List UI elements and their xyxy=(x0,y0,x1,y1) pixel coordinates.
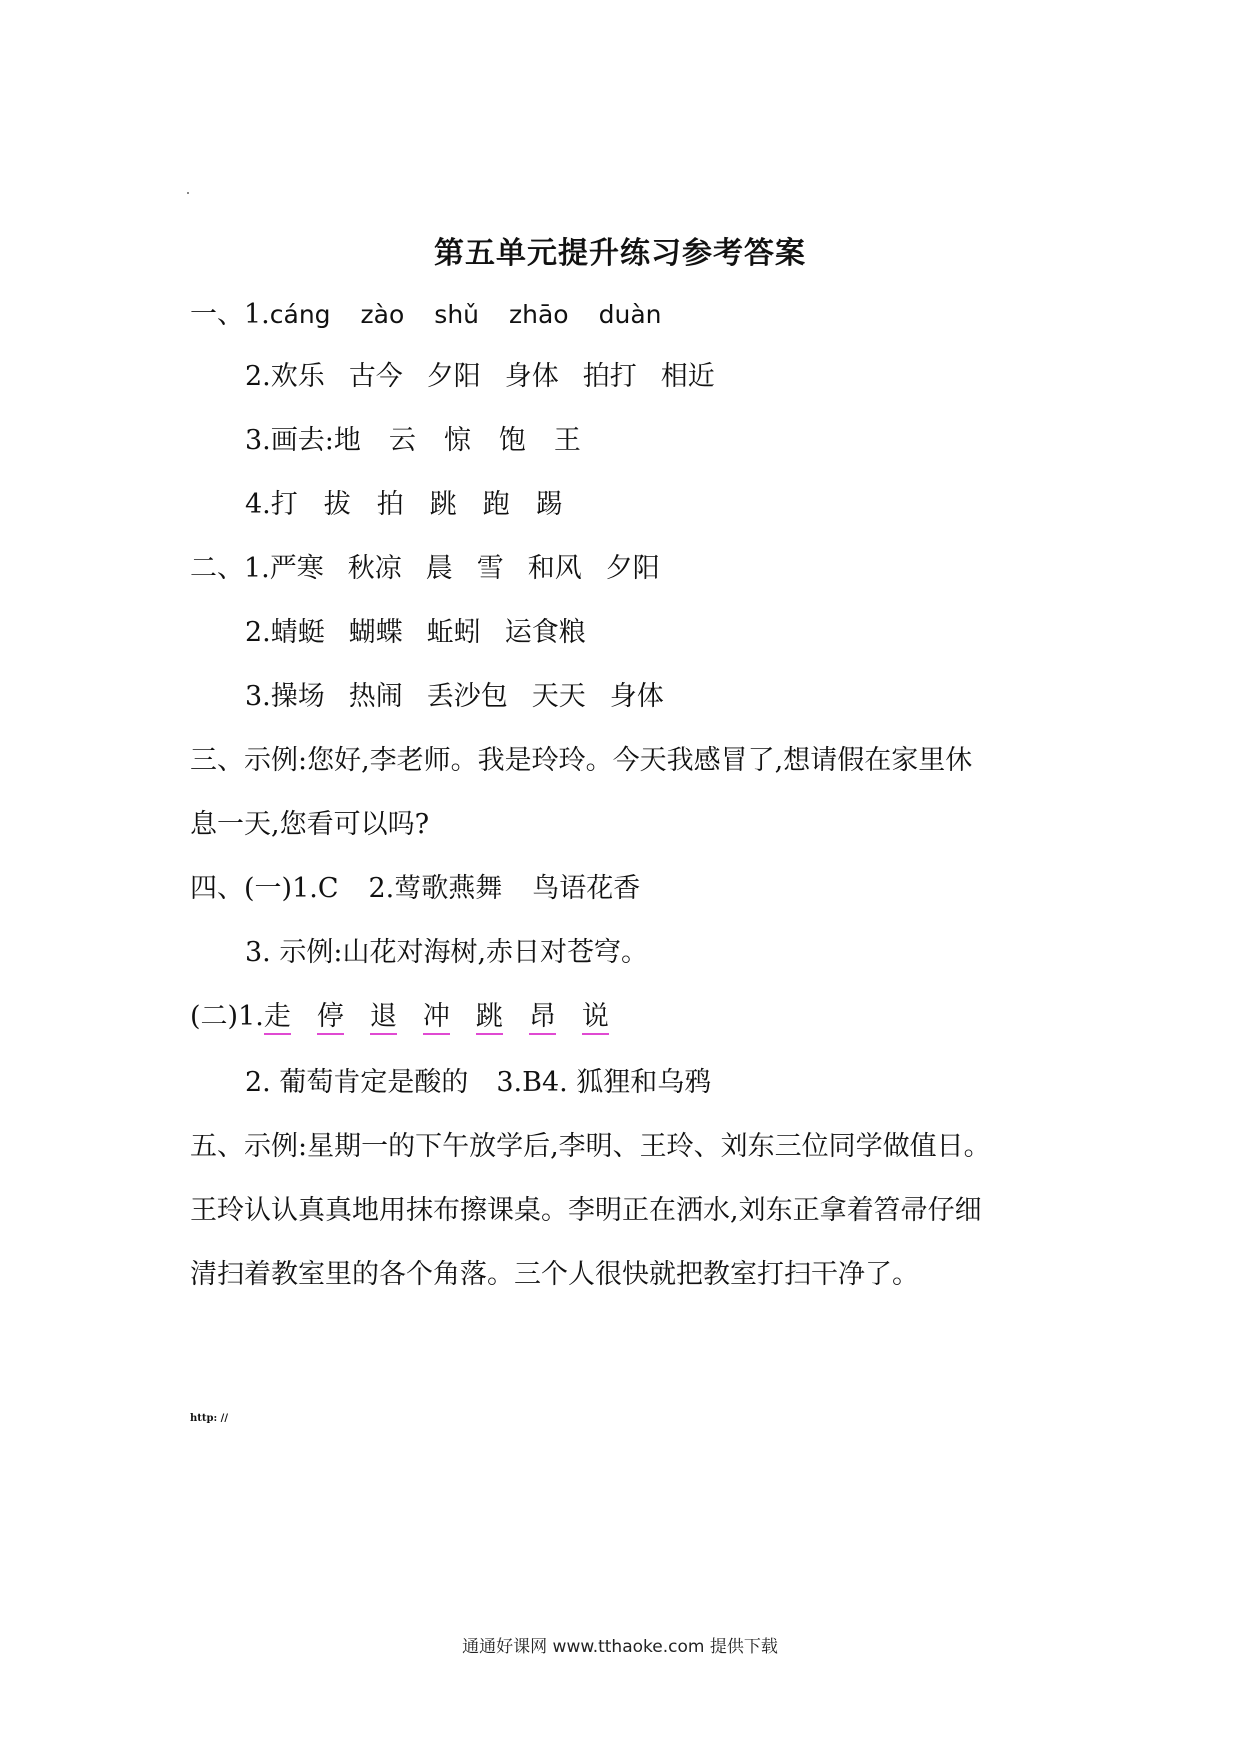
word-list xyxy=(361,425,581,456)
section-1-line-1 xyxy=(190,298,662,332)
answer-word: shǔ xyxy=(434,300,480,329)
answer-word: 相近 xyxy=(660,361,715,392)
underlined-answer-word: 说 xyxy=(582,1002,609,1035)
answer-word: 拔 xyxy=(323,489,351,520)
underlined-answer-word: 停 xyxy=(317,1002,344,1035)
answer-word: 晨 xyxy=(425,553,453,584)
word-list xyxy=(270,553,660,584)
section-2-line-3 xyxy=(245,680,664,714)
answer-text: 四、(一)1.C xyxy=(190,873,339,904)
answer-word: 天天 xyxy=(531,681,586,712)
word-list xyxy=(271,361,715,392)
answer-word: 和风 xyxy=(527,553,582,584)
question-label: 2. xyxy=(245,361,271,392)
word-list xyxy=(271,681,664,712)
answer-text: 2.莺歌燕舞 xyxy=(368,873,503,904)
section-4-line-2: 3. 示例:山花对海树,赤日对苍穹。 xyxy=(245,937,649,968)
question-label: 3. xyxy=(245,425,271,456)
underlined-answer-word: 昂 xyxy=(529,1002,556,1035)
answer-word: 打 xyxy=(270,489,298,520)
answer-word: 身体 xyxy=(504,361,559,392)
answer-word: 惊 xyxy=(443,425,471,456)
answer-word: 跳 xyxy=(429,489,457,520)
answer-word: 云 xyxy=(388,425,416,456)
underlined-answer-word: 走 xyxy=(264,1002,291,1035)
section-2-line-2 xyxy=(245,616,586,650)
section-1-line-2 xyxy=(245,360,715,394)
section-3-line-1: 三、示例:您好,李老师。我是玲玲。今天我感冒了,想请假在家里休 xyxy=(190,745,973,776)
answer-text: 2. 葡萄肯定是酸的 xyxy=(245,1067,469,1098)
answer-word: 丢沙包 xyxy=(426,681,508,712)
question-label: (二)1. xyxy=(190,1001,264,1032)
answer-word: duàn xyxy=(598,300,662,329)
answer-word: 身体 xyxy=(609,681,664,712)
answer-word: 踢 xyxy=(535,489,563,520)
answer-word: 蝴蝶 xyxy=(348,617,403,648)
answer-word: 雪 xyxy=(476,553,504,584)
answer-word: 蜻蜓 xyxy=(270,617,325,648)
pinyin-answers xyxy=(270,300,662,329)
answer-word: 跑 xyxy=(482,489,510,520)
section-4-line-3 xyxy=(190,1000,609,1035)
section-5-line-3: 清扫着教室里的各个角落。三个人很快就把教室打扫干净了。 xyxy=(190,1259,919,1290)
question-prefix: 画去:地 xyxy=(270,425,361,456)
question-label: 2. xyxy=(245,617,271,648)
section-4-line-4 xyxy=(245,1066,711,1100)
underlined-answer-word: 跳 xyxy=(476,1002,503,1035)
answer-word: 严寒 xyxy=(269,553,324,584)
answer-text: 3.B4. 狐狸和乌鸦 xyxy=(496,1067,712,1098)
answer-word: 夕阳 xyxy=(605,553,660,584)
section-4-line-1 xyxy=(190,872,640,906)
scan-speck xyxy=(187,192,189,194)
answer-word: 欢乐 xyxy=(270,361,325,392)
answer-word: 夕阳 xyxy=(426,361,481,392)
answer-word: 饱 xyxy=(498,425,526,456)
underlined-word-list xyxy=(264,1001,609,1032)
answer-word: 拍 xyxy=(376,489,404,520)
question-label: 3. xyxy=(245,681,271,712)
answer-word: 操场 xyxy=(270,681,325,712)
answer-word: cáng xyxy=(269,300,331,329)
url-text: http: // xyxy=(190,1413,228,1424)
answer-word: 拍打 xyxy=(582,361,637,392)
section-1-label: 一、1. xyxy=(190,299,270,330)
answer-word: 古今 xyxy=(348,361,403,392)
answer-text: 鸟语花香 xyxy=(532,873,641,904)
section-5-line-1: 五、示例:星期一的下午放学后,李明、王玲、刘东三位同学做值日。 xyxy=(190,1131,991,1162)
section-5-line-2: 王玲认认真真地用抹布擦课桌。李明正在洒水,刘东正拿着笤帚仔细 xyxy=(190,1195,982,1226)
answer-word: 秋凉 xyxy=(347,553,402,584)
answer-word: zhāo xyxy=(509,300,569,329)
answer-word: 蚯蚓 xyxy=(426,617,481,648)
answer-word: 热闹 xyxy=(348,681,403,712)
answer-word: 王 xyxy=(553,425,581,456)
section-2-label: 二、1. xyxy=(190,553,270,584)
section-1-line-3 xyxy=(245,424,581,458)
word-list xyxy=(271,489,563,520)
section-1-line-4 xyxy=(245,488,563,522)
underlined-answer-word: 冲 xyxy=(423,1002,450,1035)
page-title: 第五单元提升练习参考答案 xyxy=(434,236,806,271)
section-3-line-2: 息一天,您看可以吗? xyxy=(190,809,430,840)
underlined-answer-word: 退 xyxy=(370,1002,397,1035)
question-label: 4. xyxy=(245,489,271,520)
answer-word: 运食粮 xyxy=(504,617,586,648)
word-list xyxy=(271,617,586,648)
answer-word: zào xyxy=(360,300,405,329)
footer-text: 通通好课网 www.tthaoke.com 提供下载 xyxy=(462,1637,778,1657)
section-2-line-1 xyxy=(190,552,660,586)
